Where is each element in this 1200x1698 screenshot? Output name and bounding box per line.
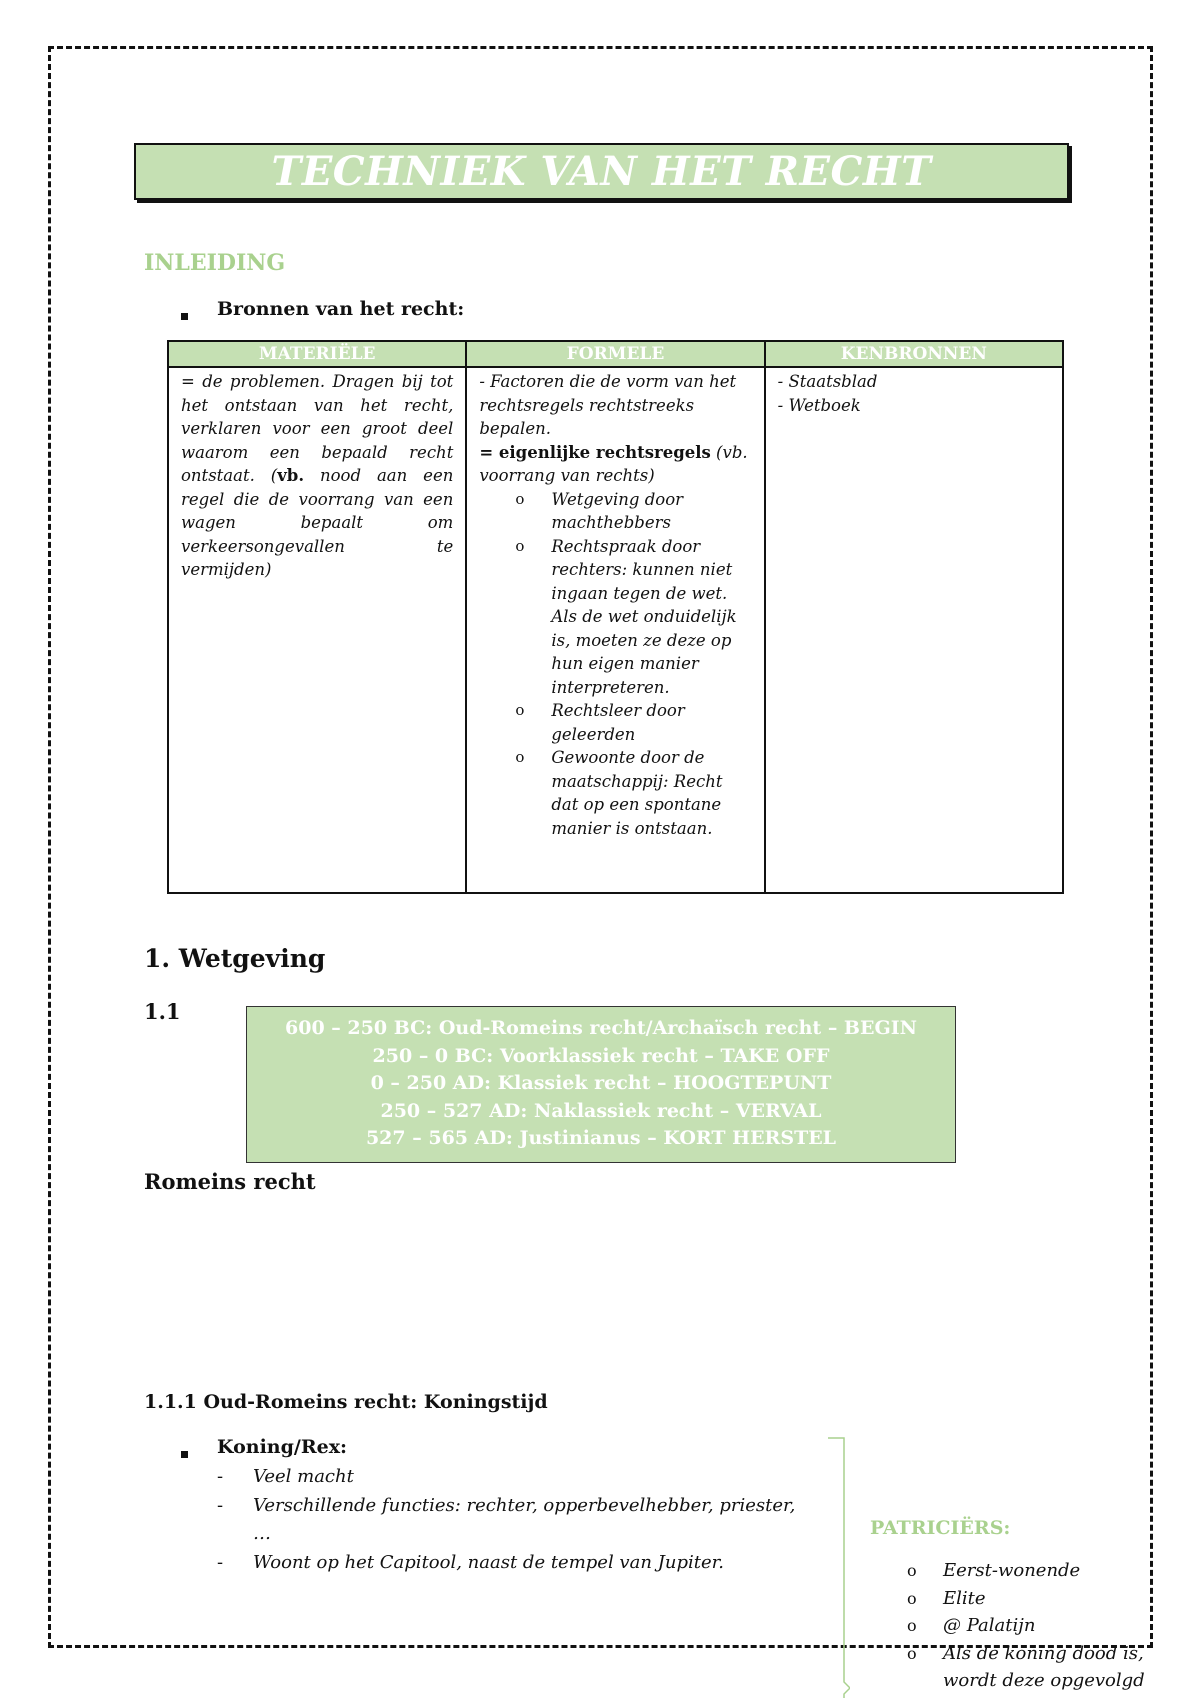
formele-list [479,488,751,841]
table-header-materiele: MATERIËLE [168,341,466,367]
table-header-formele: FORMELE [466,341,764,367]
intro-bullet-text: Bronnen van het recht: [217,298,465,320]
section-1-1-title: Romeins recht [144,1169,316,1194]
materiele-vb: vb. [277,466,305,485]
cell-formele [466,367,764,893]
section-1-1-1-heading: 1.1.1 Oud-Romeins recht: Koningstijd [144,1391,548,1413]
list-item: o Wetgeving door machthebbers [515,489,684,532]
formele-tail: (vb. voorrang van rechts) [479,442,748,485]
materiele-text: = de problemen. Dragen bij tot het ontstaan van het recht, verklaren voor een groot deel waarom een bepaald recht ontstaat. ( [181,372,454,485]
table-header-kenbronnen: KENBRONNEN [765,341,1063,367]
formele-bold: = eigenlijke rechtsregels [479,442,711,462]
materiele-text-tail: nood aan een regel die de voorrang van een wagen bepaalt om verkeersongevallen te vermijden) [181,466,454,579]
list-item: o Eerst-wonende [907,1560,1081,1581]
patriciers-heading: PATRICIËRS: [870,1517,1011,1539]
cell-kenbronnen [765,367,1063,893]
formele-line2 [479,441,751,488]
list-item: o Gewoonte door de maatschappij: Recht dat op een spontane manier is ontstaan. [515,748,723,838]
document-title-box [134,143,1069,200]
timeline-box [246,1006,956,1163]
brace-connector [828,1436,850,1698]
section-1-1-number: 1.1 [144,999,181,1024]
list-item: o @ Palatijn [907,1615,1036,1636]
timeline-line: 600 – 250 BC: Oud-Romeins recht/Archaïsch recht – BEGIN [285,1017,917,1039]
list-item: o Elite [907,1587,986,1609]
koning-list [217,1463,817,1577]
timeline-line: 527 – 565 AD: Justinianus – KORT HERSTEL [365,1127,837,1149]
formele-line1: - Factoren die de vorm van het rechtsregels rechtstreeks bepalen. [479,372,737,438]
section-1-heading: 1. Wetgeving [144,944,326,973]
timeline-line: 250 – 0 BC: Voorklassiek recht – TAKE OFF [372,1044,830,1067]
patriciers-list [907,1557,1177,1695]
list-item: o Rechtsleer door geleerden [515,701,685,744]
document-title: TECHNIEK VAN HET RECHT [271,148,932,195]
koning-bullet-marker [181,1443,188,1462]
timeline-line: 0 – 250 AD: Klassiek recht – HOOGTEPUNT [370,1072,832,1094]
list-item: - Veel macht [217,1466,354,1487]
kenbron-item: - Wetboek [777,395,861,415]
list-item: o Rechtspraak door rechters: kunnen niet ingaan tegen de wet. Als de wet onduidelijk is, moeten ze deze op hun eigen manier interpreteren. [515,536,737,697]
cell-materiele [168,367,466,893]
list-item: - Verschillende functies: rechter, opperbevelhebber, priester, … [217,1494,796,1544]
kenbron-item: - Staatsblad [777,372,878,391]
intro-bullet-marker [181,305,188,324]
koning-bullet-text: Koning/Rex: [217,1436,348,1458]
timeline-line: 250 – 527 AD: Naklassiek recht – VERVAL [380,1099,822,1122]
list-item: wordt deze opgevolgd [943,1670,1145,1691]
intro-heading: INLEIDING [144,250,286,276]
list-item: - Woont op het Capitool, naast de tempel van Jupiter. [217,1551,724,1573]
list-item: o Als de koning dood is, [907,1642,1144,1664]
sources-table [167,340,1064,894]
